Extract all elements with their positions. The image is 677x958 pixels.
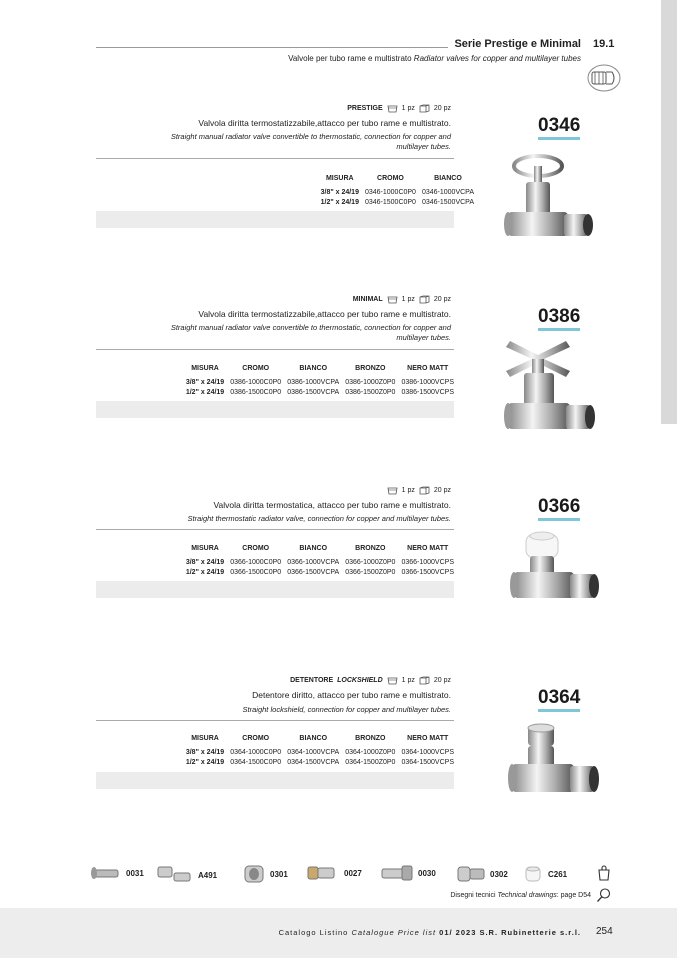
col-header: MISURA [191,735,219,742]
nut-fitting-icon [242,863,266,885]
table-row [318,188,477,198]
header-subtitle [288,54,581,63]
table-row [318,198,477,208]
subtitle-it: Valvole per tubo rame e multistrato [288,54,412,63]
code-accent [538,137,580,140]
code-cell: 0366-1000C0P0 [230,559,282,566]
fitting-set-icon [156,863,194,887]
section-rule [96,720,454,721]
code-cell: 0364-1500VCPS [401,759,454,766]
code-cell: 0364-1500Z0P0 [345,759,396,766]
shopping-bag-icon[interactable] [596,865,612,881]
accessory-item[interactable] [242,863,288,885]
single-pack-icon [387,676,398,685]
side-tab [661,0,677,424]
pack-info [290,676,451,685]
product-label: PRESTIGE [347,105,383,112]
code-cell: 0364-1000VCPS [401,749,454,756]
col-header: BRONZO [355,365,386,372]
table-row [183,758,457,768]
header-rule [96,47,448,48]
code-cell: 0346-1000C0P0 [364,189,416,196]
col-header: CROMO [242,545,270,552]
product-code [538,306,580,331]
drawings-en: Technical drawings [497,892,557,899]
code-cell: 0386-1000C0P0 [230,379,282,386]
col-header: MISURA [325,175,354,182]
section-rule [96,349,454,350]
product-code-text: 0366 [538,496,581,517]
box-pack-qty: 20 pz [433,105,451,112]
size-cell: 3/8" x 24/19 [320,189,359,196]
adapter-icon [306,863,340,883]
product-code [538,687,580,712]
product-label: MINIMAL [352,296,383,303]
box-pack-qty: 20 pz [433,487,451,494]
product-label-en: LOCKSHIELD [337,677,383,684]
description-en-line2: multilayer tubes. [396,142,451,151]
code-table [183,735,457,768]
product-label: DETENTORE [290,677,334,684]
col-header: BIANCO [299,545,328,552]
table-header-row [318,175,477,188]
box-pack-qty: 20 pz [433,677,451,684]
table-header-row [183,545,457,558]
accessory-code: C261 [548,869,568,879]
catalog-en: Catalogue Price list [351,928,437,937]
single-pack-qty: 1 pz [401,105,415,112]
description-en-line1: Straight thermostatic radiator valve, connection for copper and multilayer tubes. [187,514,451,523]
description-en-line1: Straight manual radiator valve convertible to thermostatic, connection for copper and [170,132,451,141]
table-row [183,748,457,758]
description-en-line2: multilayer tubes. [396,333,451,342]
code-accent [538,709,580,712]
code-table [318,175,477,208]
col-header: MISURA [191,365,219,372]
col-header: NERO MATT [407,545,449,552]
pipe-insert-icon [90,863,122,883]
multilayer-tube-icon [586,63,622,93]
description-en [188,514,451,524]
code-table [183,545,457,578]
code-cell: 0346-1500C0P0 [364,199,416,206]
code-cell: 0366-1500VCPA [287,569,340,576]
pack-info [387,486,451,495]
compression-fitting-icon [456,863,486,885]
col-header: BRONZO [355,735,386,742]
code-cell: 0386-1000Z0P0 [345,379,396,386]
single-pack-icon [387,295,398,304]
drawings-it: Disegni tecnici [450,892,496,899]
table-row [183,378,457,388]
table-row [183,558,457,568]
code-cell: 0366-1000Z0P0 [345,559,396,566]
accessory-code: 0302 [490,869,508,879]
accessory-code: 0301 [270,869,288,879]
col-header: CROMO [242,735,270,742]
product-code-text: 0364 [538,687,581,708]
size-cell: 1/2" x 24/19 [185,389,225,396]
description-it: Valvola diritta termostatica, attacco per tubo rame e multistrato. [213,500,451,510]
description-en-line1: Straight lockshield, connection for copper and multilayer tubes. [242,705,451,714]
valve-0366-image [508,528,604,610]
code-cell: 0364-1000C0P0 [230,749,282,756]
box-pack-icon [419,676,430,685]
col-header: CROMO [242,365,270,372]
technical-drawings-ref [450,892,591,899]
single-pack-qty: 1 pz [401,677,415,684]
code-cell: 0386-1000VCPS [401,379,454,386]
drawings-page: : page D54 [556,892,591,899]
description-it: Detentore diritto, attacco per tubo rame e multistrato. [252,690,451,700]
valve-0364-image [506,720,602,804]
tail-fitting-icon [380,863,414,883]
code-cell: 0386-1500VCPS [401,389,454,396]
code-cell: 0366-1500Z0P0 [345,569,396,576]
footer-catalog [279,928,581,937]
table-grey-bar [96,772,454,789]
section-rule [96,529,454,530]
accessory-item[interactable] [156,863,217,887]
single-pack-qty: 1 pz [401,296,415,303]
size-cell: 3/8" x 24/19 [185,559,225,566]
col-header: MISURA [191,545,219,552]
code-cell: 0346-1500VCPA [421,199,474,206]
col-header: NERO MATT [407,365,449,372]
code-cell: 0366-1000VCPA [287,559,340,566]
valve-0346-image [500,150,600,255]
pack-info [353,295,451,304]
box-pack-icon [419,486,430,495]
single-pack-icon [387,104,398,113]
box-pack-qty: 20 pz [433,296,451,303]
catalog-edition: 01/ 2023 [439,928,477,937]
product-code [538,115,580,140]
code-cell: 0364-1000Z0P0 [345,749,396,756]
code-cell: 0386-1500C0P0 [230,389,282,396]
description-it: Valvola diritta termostatizzabile,attacco per tubo rame e multistrato. [198,118,451,128]
table-grey-bar [96,401,454,418]
single-pack-qty: 1 pz [401,487,415,494]
page-number: 254 [596,926,613,937]
code-table [183,365,457,398]
accessory-code: 0030 [418,868,436,878]
accessory-item[interactable] [456,863,508,885]
code-cell: 0386-1500Z0P0 [345,389,396,396]
col-header: BIANCO [434,175,462,182]
box-pack-icon [419,104,430,113]
col-header: CROMO [377,175,404,182]
accessory-item[interactable] [522,863,567,885]
pack-info [347,104,451,113]
catalog-it: Catalogo Listino [278,928,349,937]
product-code-text: 0346 [538,115,581,136]
code-cell: 0346-1000VCPA [421,189,474,196]
accessory-code: 0031 [126,868,144,878]
page-section: 19.1 [593,38,615,50]
table-grey-bar [96,581,454,598]
series-title: Serie Prestige e Minimal [454,38,581,50]
code-cell: 0366-1500C0P0 [230,569,282,576]
accessory-item[interactable] [306,863,362,883]
accessory-code: 0027 [344,868,362,878]
subtitle-en: Radiator valves for copper and multilayer tubes [413,54,581,63]
description-en [171,132,451,152]
size-cell: 3/8" x 24/19 [185,379,225,386]
description-en-line1: Straight manual radiator valve convertible to thermostatic, connection for copper and [170,323,451,332]
search-icon[interactable] [596,887,612,903]
box-pack-icon [419,295,430,304]
accessory-item[interactable] [90,863,144,883]
col-header: BIANCO [299,735,328,742]
size-cell: 3/8" x 24/19 [185,749,225,756]
section-rule [96,158,454,159]
col-header: NERO MATT [407,735,449,742]
table-row [183,568,457,578]
cap-icon [522,863,544,885]
single-pack-icon [387,486,398,495]
code-cell: 0366-1000VCPS [401,559,454,566]
code-cell: 0364-1000VCPA [287,749,340,756]
table-grey-bar [96,211,454,228]
size-cell: 1/2" x 24/19 [185,569,225,576]
code-cell: 0366-1500VCPS [401,569,454,576]
code-accent [538,518,580,521]
code-cell: 0386-1000VCPA [287,379,340,386]
code-cell: 0364-1500VCPA [287,759,340,766]
code-accent [538,328,580,331]
table-header-row [183,735,457,748]
description-en [243,705,451,715]
accessory-item[interactable] [380,863,436,883]
description-it: Valvola diritta termostatizzabile,attacco per tubo rame e multistrato. [198,309,451,319]
table-row [183,388,457,398]
table-header-row [183,365,457,378]
size-cell: 1/2" x 24/19 [185,759,225,766]
code-cell: 0364-1500C0P0 [230,759,282,766]
valve-0386-image [500,335,600,445]
product-code [538,496,580,521]
description-en [171,323,451,343]
size-cell: 1/2" x 24/19 [320,199,359,206]
accessory-code: A491 [198,870,218,880]
product-code-text: 0386 [538,306,581,327]
col-header: BIANCO [299,365,328,372]
company-name: S.R. Rubinetterie s.r.l. [479,928,581,937]
code-cell: 0386-1500VCPA [287,389,340,396]
col-header: BRONZO [355,545,386,552]
